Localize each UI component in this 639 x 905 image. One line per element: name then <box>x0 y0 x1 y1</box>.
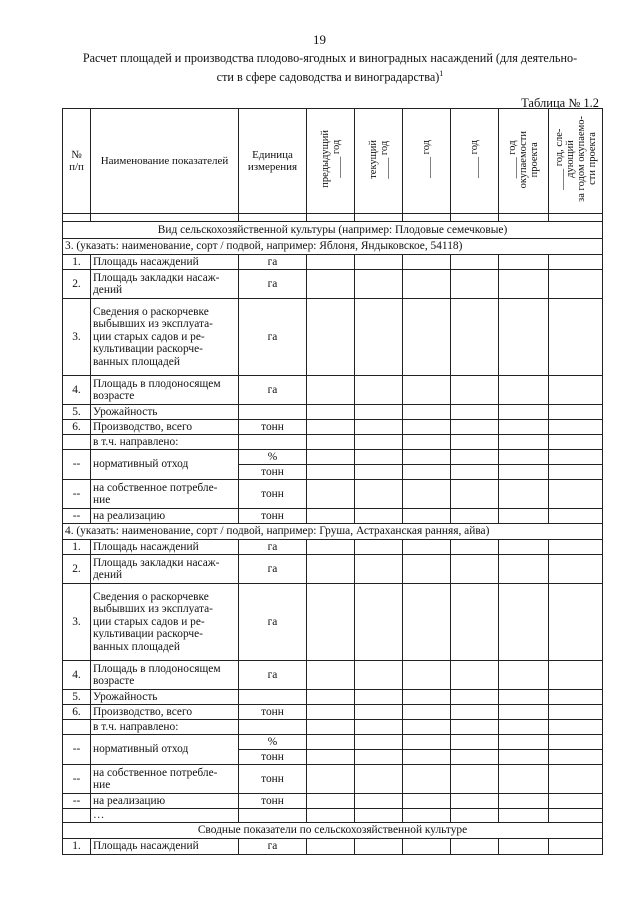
value-cell <box>549 376 603 405</box>
value-cell <box>451 540 499 555</box>
value-cell <box>307 750 355 765</box>
row-unit <box>239 435 307 450</box>
header-payback-year <box>499 109 549 214</box>
crop-type-cell: Вид сельскохозяйственной культуры (например: Плодовые семечковые) <box>63 222 603 239</box>
table-row <box>63 765 603 794</box>
value-cell <box>499 705 549 720</box>
ellipsis-row <box>63 809 603 823</box>
row-name: Производство, всего <box>91 420 239 435</box>
value-cell <box>499 255 549 270</box>
header-name-text: Наименование показателей <box>100 154 229 167</box>
row-unit: тонн <box>239 509 307 524</box>
value-cell <box>451 765 499 794</box>
value-cell <box>307 480 355 509</box>
table-row <box>63 376 603 405</box>
row-unit-2: тонн <box>239 750 307 765</box>
value-cell <box>307 450 355 465</box>
value-cell <box>499 450 549 465</box>
crop-type-row <box>63 222 603 239</box>
value-cell <box>403 465 451 480</box>
value-cell <box>451 555 499 584</box>
value-cell <box>451 509 499 524</box>
table-row <box>63 661 603 690</box>
spacer-row <box>63 214 603 222</box>
value-cell <box>549 450 603 465</box>
value-cell <box>549 720 603 735</box>
row-unit: тонн <box>239 794 307 809</box>
value-cell <box>451 435 499 450</box>
row-num: 1. <box>63 540 91 555</box>
row-num: 5. <box>63 405 91 420</box>
table-row <box>63 540 603 555</box>
header-payback-year-text: ____ год окупаемости проекта <box>507 130 540 188</box>
value-cell <box>307 540 355 555</box>
table-row <box>63 794 603 809</box>
row-unit <box>239 720 307 735</box>
value-cell <box>403 794 451 809</box>
value-cell <box>499 735 549 750</box>
value-cell <box>499 435 549 450</box>
table-row <box>63 509 603 524</box>
value-cell <box>355 480 403 509</box>
table-row <box>63 255 603 270</box>
value-cell <box>451 480 499 509</box>
section-heading: 3. (указать: наименование, сорт / подвой, например: Яблоня, Яндыковское, 54118) <box>63 239 603 255</box>
row-unit: тонн <box>239 765 307 794</box>
header-year-1 <box>403 109 451 214</box>
value-cell <box>307 661 355 690</box>
table-row <box>63 480 603 509</box>
value-cell <box>549 765 603 794</box>
row-name: Производство, всего <box>91 705 239 720</box>
value-cell <box>355 765 403 794</box>
value-cell <box>403 690 451 705</box>
row-num: 2. <box>63 270 91 299</box>
value-cell <box>499 270 549 299</box>
row-num <box>63 435 91 450</box>
row-name: нормативный отход <box>91 735 239 765</box>
row-unit: га <box>239 376 307 405</box>
row-name: Площадь в плодоносящем возрасте <box>91 376 239 405</box>
value-cell <box>355 540 403 555</box>
value-cell <box>403 765 451 794</box>
row-num: 3. <box>63 584 91 661</box>
value-cell <box>499 584 549 661</box>
header-year-1-text: ____ год <box>421 140 432 179</box>
value-cell <box>403 720 451 735</box>
value-cell <box>307 735 355 750</box>
table-row <box>63 690 603 705</box>
value-cell <box>451 299 499 376</box>
value-cell <box>307 299 355 376</box>
value-cell <box>451 794 499 809</box>
row-name: на собственное потребле- ние <box>91 765 239 794</box>
row-num: -- <box>63 480 91 509</box>
section-heading: 4. (указать: наименование, сорт / подвой, например: Груша, Астраханская ранняя, айва) <box>63 524 603 540</box>
value-cell <box>403 555 451 584</box>
value-cell <box>355 735 403 750</box>
value-cell <box>499 405 549 420</box>
row-unit: % <box>239 450 307 465</box>
value-cell <box>549 299 603 376</box>
header-unit <box>239 109 307 214</box>
value-cell <box>307 435 355 450</box>
value-cell <box>355 661 403 690</box>
section-heading-row <box>63 239 603 255</box>
value-cell <box>549 750 603 765</box>
value-cell <box>499 720 549 735</box>
value-cell <box>307 405 355 420</box>
value-cell <box>403 255 451 270</box>
row-name: на реализацию <box>91 509 239 524</box>
row-name: в т.ч. направлено: <box>91 435 239 450</box>
value-cell <box>307 705 355 720</box>
value-cell <box>451 705 499 720</box>
value-cell <box>451 720 499 735</box>
value-cell <box>355 720 403 735</box>
row-name: Площадь насаждений <box>91 255 239 270</box>
value-cell <box>499 661 549 690</box>
value-cell <box>355 794 403 809</box>
value-cell <box>403 405 451 420</box>
value-cell <box>403 750 451 765</box>
value-cell <box>307 420 355 435</box>
row-name: в т.ч. направлено: <box>91 720 239 735</box>
row-unit: тонн <box>239 705 307 720</box>
value-cell <box>403 540 451 555</box>
row-num: 4. <box>63 661 91 690</box>
row-num: 3. <box>63 299 91 376</box>
value-cell <box>355 420 403 435</box>
table-row <box>63 555 603 584</box>
value-cell <box>355 750 403 765</box>
value-cell <box>451 690 499 705</box>
row-num: 6. <box>63 420 91 435</box>
value-cell <box>355 435 403 450</box>
row-num: -- <box>63 509 91 524</box>
value-cell <box>355 584 403 661</box>
value-cell <box>499 376 549 405</box>
value-cell <box>307 509 355 524</box>
value-cell <box>499 750 549 765</box>
value-cell <box>403 435 451 450</box>
header-year-2-text: ____ год <box>469 140 480 179</box>
value-cell <box>499 690 549 705</box>
value-cell <box>307 765 355 794</box>
row-name: Площадь закладки насаж- дений <box>91 270 239 299</box>
row-unit: тонн <box>239 420 307 435</box>
value-cell <box>499 299 549 376</box>
value-cell <box>355 270 403 299</box>
row-unit: га <box>239 555 307 584</box>
summary-name: Площадь насаждений <box>91 839 239 855</box>
value-cell <box>451 405 499 420</box>
ellipsis-cell: … <box>91 809 239 823</box>
footnote-mark: 1 <box>439 69 444 78</box>
value-cell <box>549 705 603 720</box>
row-unit <box>239 405 307 420</box>
row-num <box>63 720 91 735</box>
value-cell <box>549 540 603 555</box>
table-row <box>63 270 603 299</box>
value-cell <box>403 735 451 750</box>
section-heading-row <box>63 524 603 540</box>
value-cell <box>355 299 403 376</box>
row-unit: га <box>239 270 307 299</box>
value-cell <box>307 255 355 270</box>
value-cell <box>549 255 603 270</box>
ellipsis-num <box>63 809 91 823</box>
value-cell <box>549 555 603 584</box>
value-cell <box>403 509 451 524</box>
row-name: Урожайность <box>91 405 239 420</box>
row-name: на реализацию <box>91 794 239 809</box>
value-cell <box>549 465 603 480</box>
value-cell <box>451 450 499 465</box>
value-cell <box>499 509 549 524</box>
value-cell <box>549 690 603 705</box>
value-cell <box>403 270 451 299</box>
data-table <box>62 108 603 855</box>
row-name: Площадь закладки насаж- дений <box>91 555 239 584</box>
table-label: Таблица № 1.2 <box>521 96 599 110</box>
value-cell <box>355 450 403 465</box>
value-cell <box>355 509 403 524</box>
table-row <box>63 450 603 465</box>
value-cell <box>549 435 603 450</box>
row-num: 6. <box>63 705 91 720</box>
row-unit: га <box>239 255 307 270</box>
header-current-year <box>355 109 403 214</box>
header-prev-year-text: предыдущий ____ год <box>319 130 342 189</box>
row-name: Площадь насаждений <box>91 540 239 555</box>
value-cell <box>307 376 355 405</box>
row-num: -- <box>63 794 91 809</box>
table-row <box>63 735 603 750</box>
row-name: нормативный отход <box>91 450 239 480</box>
summary-heading-cell: Сводные показатели по сельскохозяйственной культуре <box>63 823 603 839</box>
document-title <box>60 50 600 85</box>
row-unit: га <box>239 584 307 661</box>
value-cell <box>403 450 451 465</box>
value-cell <box>499 540 549 555</box>
row-unit <box>239 690 307 705</box>
row-name: Площадь в плодоносящем возрасте <box>91 661 239 690</box>
value-cell <box>355 705 403 720</box>
value-cell <box>403 705 451 720</box>
value-cell <box>451 376 499 405</box>
value-cell <box>403 376 451 405</box>
value-cell <box>549 270 603 299</box>
row-num: 1. <box>63 255 91 270</box>
summary-row <box>63 839 603 855</box>
row-unit-2: тонн <box>239 465 307 480</box>
value-cell <box>403 584 451 661</box>
table-row <box>63 720 603 735</box>
summary-unit: га <box>239 839 307 855</box>
value-cell <box>499 794 549 809</box>
value-cell <box>549 584 603 661</box>
value-cell <box>549 420 603 435</box>
header-next-year <box>549 109 603 214</box>
value-cell <box>549 509 603 524</box>
value-cell <box>403 299 451 376</box>
value-cell <box>499 465 549 480</box>
row-num: -- <box>63 450 91 480</box>
value-cell <box>499 765 549 794</box>
table-header-row <box>63 109 603 214</box>
header-unit-text: Единица измерения <box>247 148 298 173</box>
value-cell <box>451 584 499 661</box>
summary-heading-row <box>63 823 603 839</box>
table-row <box>63 435 603 450</box>
value-cell <box>451 750 499 765</box>
value-cell <box>403 420 451 435</box>
row-name: Сведения о раскорчевке выбывших из эксплуата- ции старых садов и ре- культивации раскорче- ванных площадей <box>91 299 239 376</box>
table-row <box>63 584 603 661</box>
row-num: -- <box>63 735 91 765</box>
value-cell <box>403 480 451 509</box>
header-num <box>63 109 91 214</box>
row-unit: га <box>239 661 307 690</box>
value-cell <box>549 735 603 750</box>
value-cell <box>499 555 549 584</box>
value-cell <box>499 420 549 435</box>
value-cell <box>307 555 355 584</box>
title-text: Расчет площадей и производства плодово-ягодных и виноградных насаждений (для деятельно- сти в сфере садоводства и виноградарства) <box>82 51 578 85</box>
value-cell <box>307 720 355 735</box>
row-name: Урожайность <box>91 690 239 705</box>
value-cell <box>307 690 355 705</box>
table-row <box>63 405 603 420</box>
header-year-2 <box>451 109 499 214</box>
value-cell <box>451 255 499 270</box>
row-unit: га <box>239 540 307 555</box>
value-cell <box>499 480 549 509</box>
table-row <box>63 299 603 376</box>
value-cell <box>355 255 403 270</box>
table-row <box>63 420 603 435</box>
header-num-text: № п/п <box>69 148 84 173</box>
header-current-year-text: текущий ____ год <box>367 139 390 179</box>
header-prev-year <box>307 109 355 214</box>
value-cell <box>549 794 603 809</box>
value-cell <box>307 270 355 299</box>
value-cell <box>549 405 603 420</box>
row-unit: % <box>239 735 307 750</box>
value-cell <box>451 420 499 435</box>
row-unit: тонн <box>239 480 307 509</box>
row-num: -- <box>63 765 91 794</box>
row-num: 5. <box>63 690 91 705</box>
value-cell <box>451 465 499 480</box>
value-cell <box>307 584 355 661</box>
value-cell <box>403 661 451 690</box>
summary-num: 1. <box>63 839 91 855</box>
value-cell <box>549 661 603 690</box>
value-cell <box>451 735 499 750</box>
value-cell <box>355 465 403 480</box>
value-cell <box>355 405 403 420</box>
value-cell <box>307 465 355 480</box>
value-cell <box>451 661 499 690</box>
row-unit: га <box>239 299 307 376</box>
value-cell <box>355 555 403 584</box>
value-cell <box>451 270 499 299</box>
value-cell <box>355 376 403 405</box>
header-next-year-text: ____ год, сле- дующий за годом окупаемо- сти проекта <box>553 116 598 203</box>
value-cell <box>307 794 355 809</box>
table-row <box>63 705 603 720</box>
header-name <box>91 109 239 214</box>
row-num: 2. <box>63 555 91 584</box>
row-name: на собственное потребле- ние <box>91 480 239 509</box>
value-cell <box>355 690 403 705</box>
row-name: Сведения о раскорчевке выбывших из эксплуата- ции старых садов и ре- культивации раскорче- ванных площадей <box>91 584 239 661</box>
page-number: 19 <box>313 32 326 47</box>
value-cell <box>549 480 603 509</box>
row-num: 4. <box>63 376 91 405</box>
